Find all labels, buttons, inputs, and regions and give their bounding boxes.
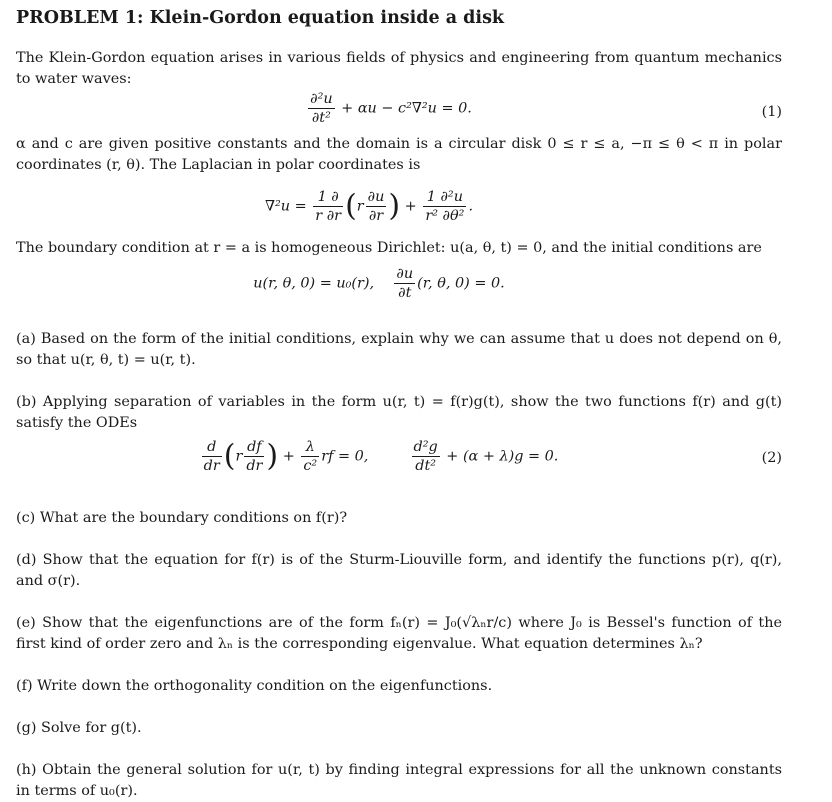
equation-2-label: (2) (761, 450, 782, 466)
ic-fraction-den: ∂t (398, 285, 412, 301)
eq2-mid: rf = 0, (321, 448, 369, 465)
domain-paragraph: α and c are given positive constants and the domain is a circular disk 0 ≤ r ≤ a, −π ≤ θ < π in polar coordinates (r, θ). The Laplacian in polar coordinates is (16, 136, 782, 173)
ic-left: u(r, θ, 0) = u₀(r), (253, 275, 375, 292)
eq2-plus: + (282, 448, 295, 465)
intro-paragraph: The Klein-Gordon equation arises in various fields of physics and engineering from quantum mechanics to water waves: (16, 50, 782, 87)
laplacian-frac-1-num: 1 ∂ (313, 188, 343, 207)
eq2-d-den: dr (203, 458, 220, 474)
laplacian-frac-1-den: r ∂r (315, 208, 342, 224)
laplacian-lhs: ∇²u = (264, 198, 312, 215)
eq1-numerator: ∂²u (310, 91, 333, 107)
eq2-d-frac (202, 438, 222, 475)
eq2-lambda-num: λ (301, 438, 319, 457)
eq2-lambda-den: c² (303, 458, 318, 474)
laplacian-inner-r: r (356, 198, 364, 215)
equation-1 (16, 90, 782, 134)
eq2-open-paren: ( (223, 438, 236, 474)
ic-fraction (394, 265, 415, 302)
eq2-df-den: dr (246, 458, 263, 474)
eq2-g-frac (412, 438, 440, 475)
eq2-df-num: df (244, 438, 264, 457)
part-d: (d) Show that the equation for f(r) is of the Sturm-Liouville form, and identify the functions p(r), q(r), and σ(r). (16, 552, 782, 589)
part-h: (h) Obtain the general solution for u(r, t) by finding integral expressions for all the unknown constants in terms of u₀(r). (16, 762, 782, 799)
laplacian-frac-3-num: 1 ∂²u (423, 188, 466, 207)
laplacian-frac-3 (423, 188, 466, 225)
boundary-condition-paragraph: The boundary condition at r = a is homogeneous Dirichlet: u(a, θ, t) = 0, and the initial conditions are (16, 240, 762, 256)
laplacian-frac-2-den: ∂r (368, 208, 384, 224)
laplacian-frac-1 (313, 188, 343, 225)
laplacian-frac-2-num: ∂u (367, 189, 385, 205)
laplacian-equation (16, 176, 782, 238)
eq2-df-frac (244, 438, 264, 475)
close-paren: ) (388, 188, 401, 224)
part-f: (f) Write down the orthogonality condition on the eigenfunctions. (16, 678, 493, 694)
ic-fraction-num: ∂u (396, 266, 414, 282)
laplacian-frac-3-den: r² ∂θ² (425, 208, 465, 224)
part-b: (b) Applying separation of variables in the form u(r, t) = f(r)g(t), show the two functions f(r) and g(t) satisfy the ODEs (16, 394, 782, 431)
open-paren: ( (345, 188, 357, 224)
ic-right: (r, θ, 0) = 0. (417, 275, 505, 292)
problem-title: PROBLEM 1: Klein-Gordon equation inside a disk (16, 8, 505, 28)
eq2-g-rest: + (α + λ)g = 0. (441, 448, 559, 465)
part-c: (c) What are the boundary conditions on f(r)? (16, 510, 348, 526)
eq2-inner-r: r (235, 448, 243, 465)
laplacian-plus: + (400, 198, 422, 215)
eq2-g-den: dt² (415, 458, 437, 474)
eq1-fraction (308, 90, 334, 127)
eq1-rest: + αu − c²∇²u = 0. (336, 100, 472, 117)
part-e: (e) Show that the eigenfunctions are of the form fₙ(r) = J₀(√λₙr/c) where J₀ is Bessel's function of the first kind of order zero and λₙ is the corresponding eigenvalue. What equation determines λₙ? (16, 615, 782, 652)
equation-2 (16, 434, 782, 486)
part-g: (g) Solve for g(t). (16, 720, 142, 736)
laplacian-end: . (468, 198, 474, 215)
laplacian-frac-2 (366, 188, 387, 225)
eq1-denominator: ∂t² (311, 110, 331, 126)
initial-conditions (16, 259, 782, 321)
problem-page (16, 6, 782, 802)
eq2-close-paren: ) (266, 438, 279, 474)
eq2-d-num: d (202, 438, 222, 457)
eq2-g-num: d²g (413, 439, 438, 455)
part-a: (a) Based on the form of the initial conditions, explain why we can assume that u does not depend on θ, so that u(r, θ, t) = u(r, t). (16, 331, 782, 368)
equation-1-label: (1) (761, 104, 782, 120)
eq2-lambda-frac (301, 438, 319, 475)
